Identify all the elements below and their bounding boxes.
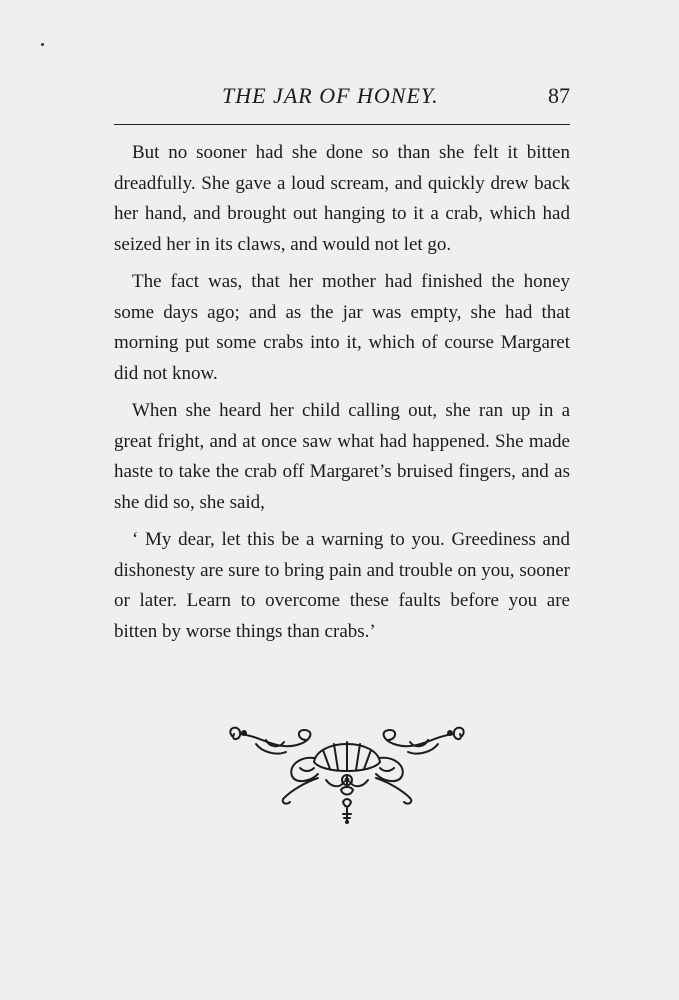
paragraph: ‘ My dear, let this be a warning to you. Greediness and dishonesty are sure to bring pain and trouble on you, sooner or later. Learn to overcome these faults before you are bitten by worse things than crabs.’ [114, 529, 570, 642]
paragraph: The fact was, that her mother had finished the honey some days ago; and as the jar was empty, she had that morning put some crabs into it, which of course Margaret did not know. [114, 271, 570, 384]
body-text [114, 138, 570, 654]
floral-scroll-tailpiece-icon [222, 722, 472, 824]
paper-speck [41, 43, 44, 46]
paragraph: But no sooner had she done so than she felt it bitten dreadfully. She gave a loud scream, and quickly drew back her hand, and brought out hanging to it a crab, which had seized her in its claws, and would not let go. [114, 142, 570, 255]
page-number: 87 [548, 83, 570, 108]
running-title: THE JAR OF HONEY. [222, 83, 439, 108]
paragraph: When she heard her child calling out, she ran up in a great fright, and at once saw what had happened. She made haste to take the crab off Margaret’s bruised fingers, and as she did so, she said, [114, 400, 570, 513]
header-rule [114, 124, 570, 125]
running-head [114, 83, 570, 113]
